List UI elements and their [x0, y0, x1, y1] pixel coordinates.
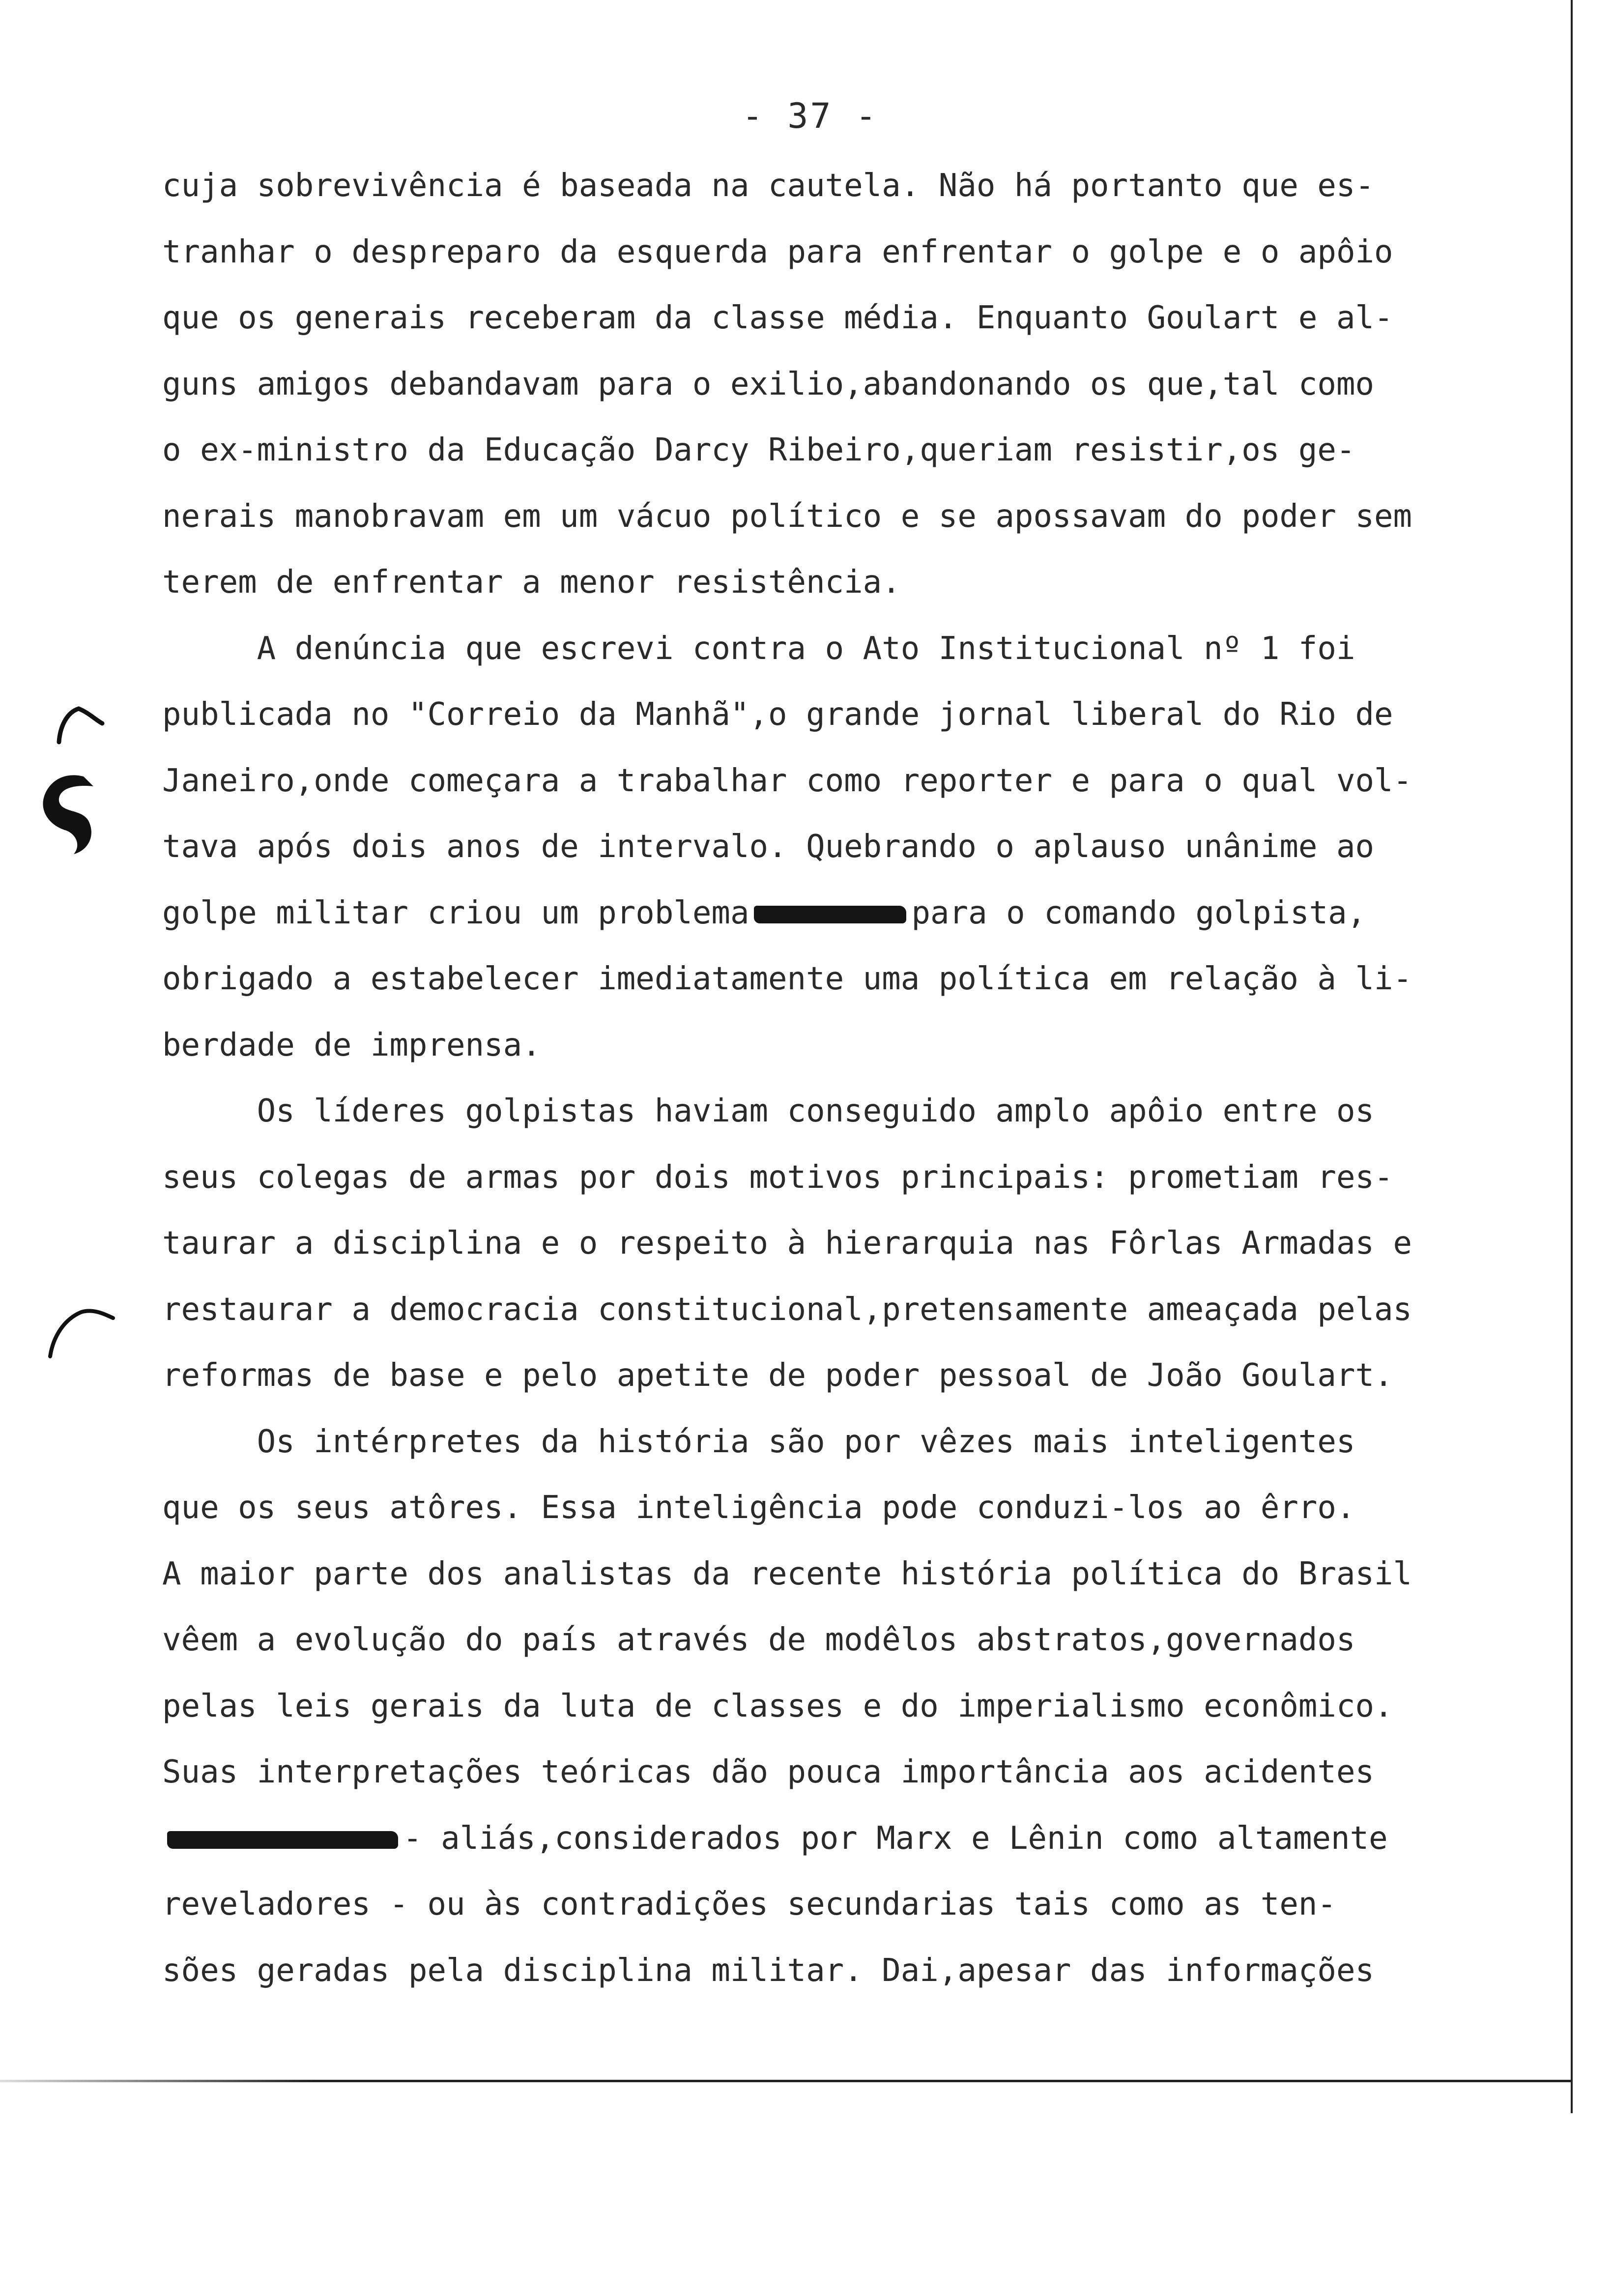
- text-segment: golpe militar criou um problema: [162, 895, 749, 931]
- text-line: [162, 695, 1393, 734]
- text-segment: o ex-ministro da Educação Darcy Ribeiro,queriam resistir,os ge-: [162, 432, 1355, 468]
- text-segment: obrigado a estabelecer imediatamente uma política em relação à li-: [162, 961, 1412, 997]
- text-segment: que os seus atôres. Essa inteligência pode conduzi-los ao êrro.: [162, 1490, 1355, 1526]
- text-line: [162, 1224, 1412, 1263]
- text-segment: pelas leis gerais da luta de classes e do imperialismo econômico.: [162, 1688, 1393, 1724]
- text-segment: berdade de imprensa.: [162, 1027, 541, 1063]
- text-line: [162, 1951, 1374, 1990]
- handwritten-margin-mark-1: [49, 703, 108, 747]
- text-segment: restaurar a democracia constitucional,pretensamente ameaçada pelas: [162, 1292, 1412, 1328]
- right-border-line: [1571, 0, 1573, 2113]
- text-line: [162, 563, 901, 602]
- text-segment: para o comando golpista,: [911, 895, 1366, 931]
- text-line: [162, 827, 1374, 866]
- redaction-bar: [167, 1831, 398, 1849]
- text-segment: - aliás,considerados por Marx e Lênin como altamente: [403, 1820, 1388, 1857]
- text-segment: guns amigos debandavam para o exilio,abandonando os que,tal como: [162, 366, 1374, 402]
- text-line: [162, 1885, 1336, 1924]
- text-line: [162, 365, 1374, 404]
- text-line: [162, 1819, 1388, 1858]
- text-line: [162, 298, 1393, 338]
- text-segment: Os intérpretes da história são por vêzes mais inteligentes: [162, 1424, 1355, 1460]
- text-segment: reveladores - ou às contradições secundarias tais como as ten-: [162, 1886, 1336, 1923]
- text-line: [162, 166, 1374, 205]
- text-line: [162, 1752, 1374, 1792]
- text-segment: tranhar o despreparo da esquerda para enfrentar o golpe e o apôio: [162, 234, 1393, 270]
- text-line: [162, 497, 1412, 536]
- text-segment: cuja sobrevivência é baseada na cautela. Não há portanto que es-: [162, 168, 1374, 204]
- text-segment: reformas de base e pelo apetite de poder pessoal de João Goulart.: [162, 1357, 1393, 1394]
- handwritten-margin-mark-2: [44, 1297, 118, 1361]
- text-segment: tava após dois anos de intervalo. Quebrando o aplauso unânime ao: [162, 829, 1374, 865]
- text-line: [162, 1158, 1393, 1197]
- bottom-border-line: [0, 2080, 1573, 2082]
- text-segment: A maior parte dos analistas da recente história política do Brasil: [162, 1556, 1412, 1592]
- text-line: [162, 430, 1355, 470]
- text-line: [162, 232, 1393, 272]
- page-number: - 37 -: [742, 96, 878, 136]
- text-line: [162, 1687, 1393, 1726]
- text-segment: seus colegas de armas por dois motivos principais: prometiam res-: [162, 1159, 1393, 1196]
- text-line: [162, 1091, 1374, 1131]
- text-line: [162, 1290, 1412, 1329]
- text-line: [162, 893, 1366, 933]
- text-line: [162, 761, 1412, 801]
- text-segment: Suas interpretações teóricas dão pouca importância aos acidentes: [162, 1754, 1374, 1790]
- text-segment: vêem a evolução do país através de modêlos abstratos,governados: [162, 1622, 1355, 1658]
- text-line: [162, 1356, 1393, 1395]
- text-segment: nerais manobravam em um vácuo político e se apossavam do poder sem: [162, 498, 1412, 535]
- text-segment: publicada no "Correio da Manhã",o grande jornal liberal do Rio de: [162, 696, 1393, 733]
- text-segment: Os líderes golpistas haviam conseguido amplo apôio entre os: [162, 1093, 1374, 1129]
- text-segment: A denúncia que escrevi contra o Ato Institucional nº 1 foi: [162, 631, 1355, 667]
- text-segment: sões geradas pela disciplina militar. Dai,apesar das informações: [162, 1952, 1374, 1989]
- text-line: [162, 959, 1412, 999]
- text-segment: que os generais receberam da classe média. Enquanto Goulart e al-: [162, 300, 1393, 336]
- text-line: [162, 1422, 1355, 1462]
- redaction-bar: [754, 906, 906, 923]
- text-line: [162, 629, 1355, 668]
- text-segment: taurar a disciplina e o respeito à hierarquia nas Fôrlas Armadas e: [162, 1225, 1412, 1262]
- ink-blot-margin-mark: [20, 767, 103, 860]
- text-line: [162, 1554, 1412, 1594]
- text-line: [162, 1488, 1355, 1527]
- text-segment: terem de enfrentar a menor resistência.: [162, 564, 901, 601]
- text-line: [162, 1620, 1355, 1660]
- text-segment: Janeiro,onde começara a trabalhar como reporter e para o qual vol-: [162, 763, 1412, 799]
- text-line: [162, 1026, 541, 1065]
